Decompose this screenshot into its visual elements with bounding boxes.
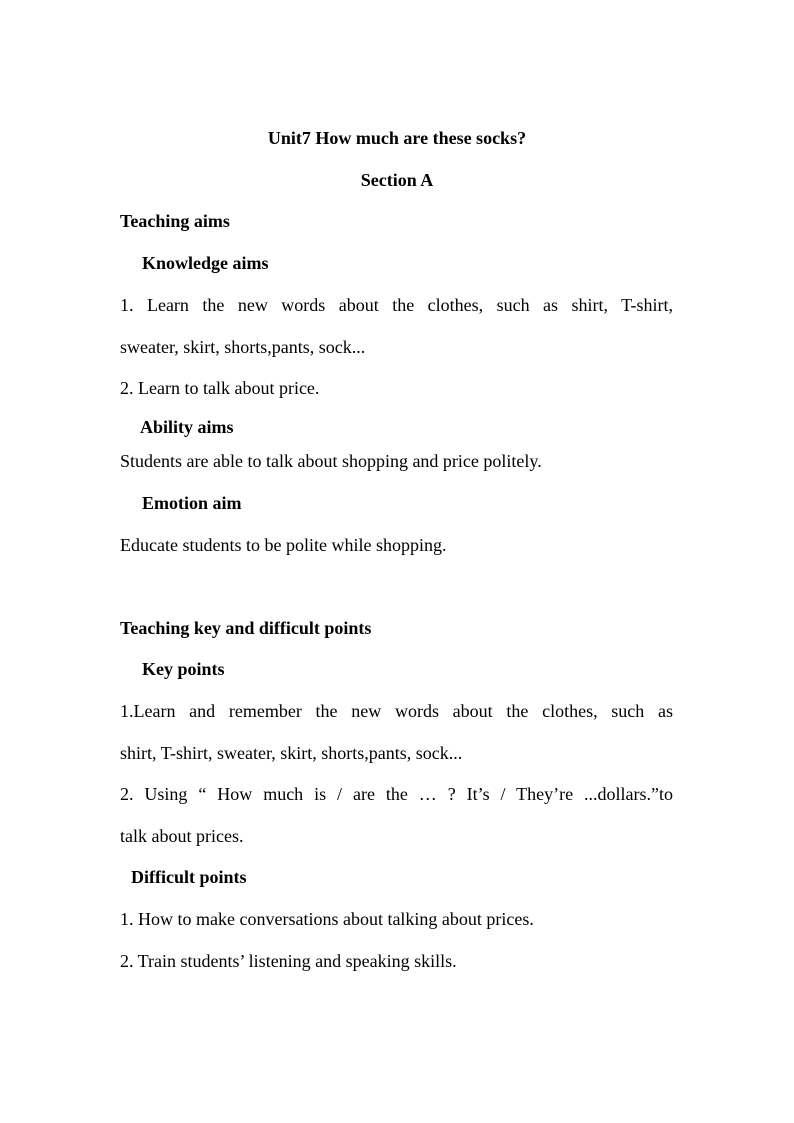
difficult-item-2: 2. Train students’ listening and speaking skills. — [120, 951, 457, 971]
teaching-aims-heading: Teaching aims — [120, 211, 230, 231]
knowledge-item-1-line-2: sweater, skirt, shorts,pants, sock... — [120, 337, 366, 357]
document-title: Unit7 How much are these socks? — [267, 128, 527, 148]
emotion-aim-heading: Emotion aim — [142, 493, 242, 513]
emotion-aim-text: Educate students to be polite while shopping. — [120, 535, 447, 555]
ability-aims-text: Students are able to talk about shopping and price politely. — [120, 451, 542, 471]
key-item-2-line-2: talk about prices. — [120, 826, 244, 846]
key-item-2-line-1: 2. Using “ How much is / are the … ? It’s / They’re ...dollars.”to — [120, 784, 673, 804]
ability-aims-heading: Ability aims — [140, 417, 234, 437]
key-item-1-line-2: shirt, T-shirt, sweater, skirt, shorts,pants, sock... — [120, 743, 463, 763]
key-difficult-heading: Teaching key and difficult points — [120, 618, 372, 638]
difficult-points-heading: Difficult points — [131, 867, 247, 887]
difficult-item-1: 1. How to make conversations about talking about prices. — [120, 909, 534, 929]
section-heading: Section A — [360, 170, 434, 190]
key-item-1-line-1: 1.Learn and remember the new words about the clothes, such as — [120, 701, 673, 721]
knowledge-item-1-line-1: 1. Learn the new words about the clothes, such as shirt, T-shirt, — [120, 295, 673, 315]
key-points-heading: Key points — [142, 659, 225, 679]
knowledge-item-2: 2. Learn to talk about price. — [120, 378, 320, 398]
knowledge-aims-heading: Knowledge aims — [142, 253, 269, 273]
